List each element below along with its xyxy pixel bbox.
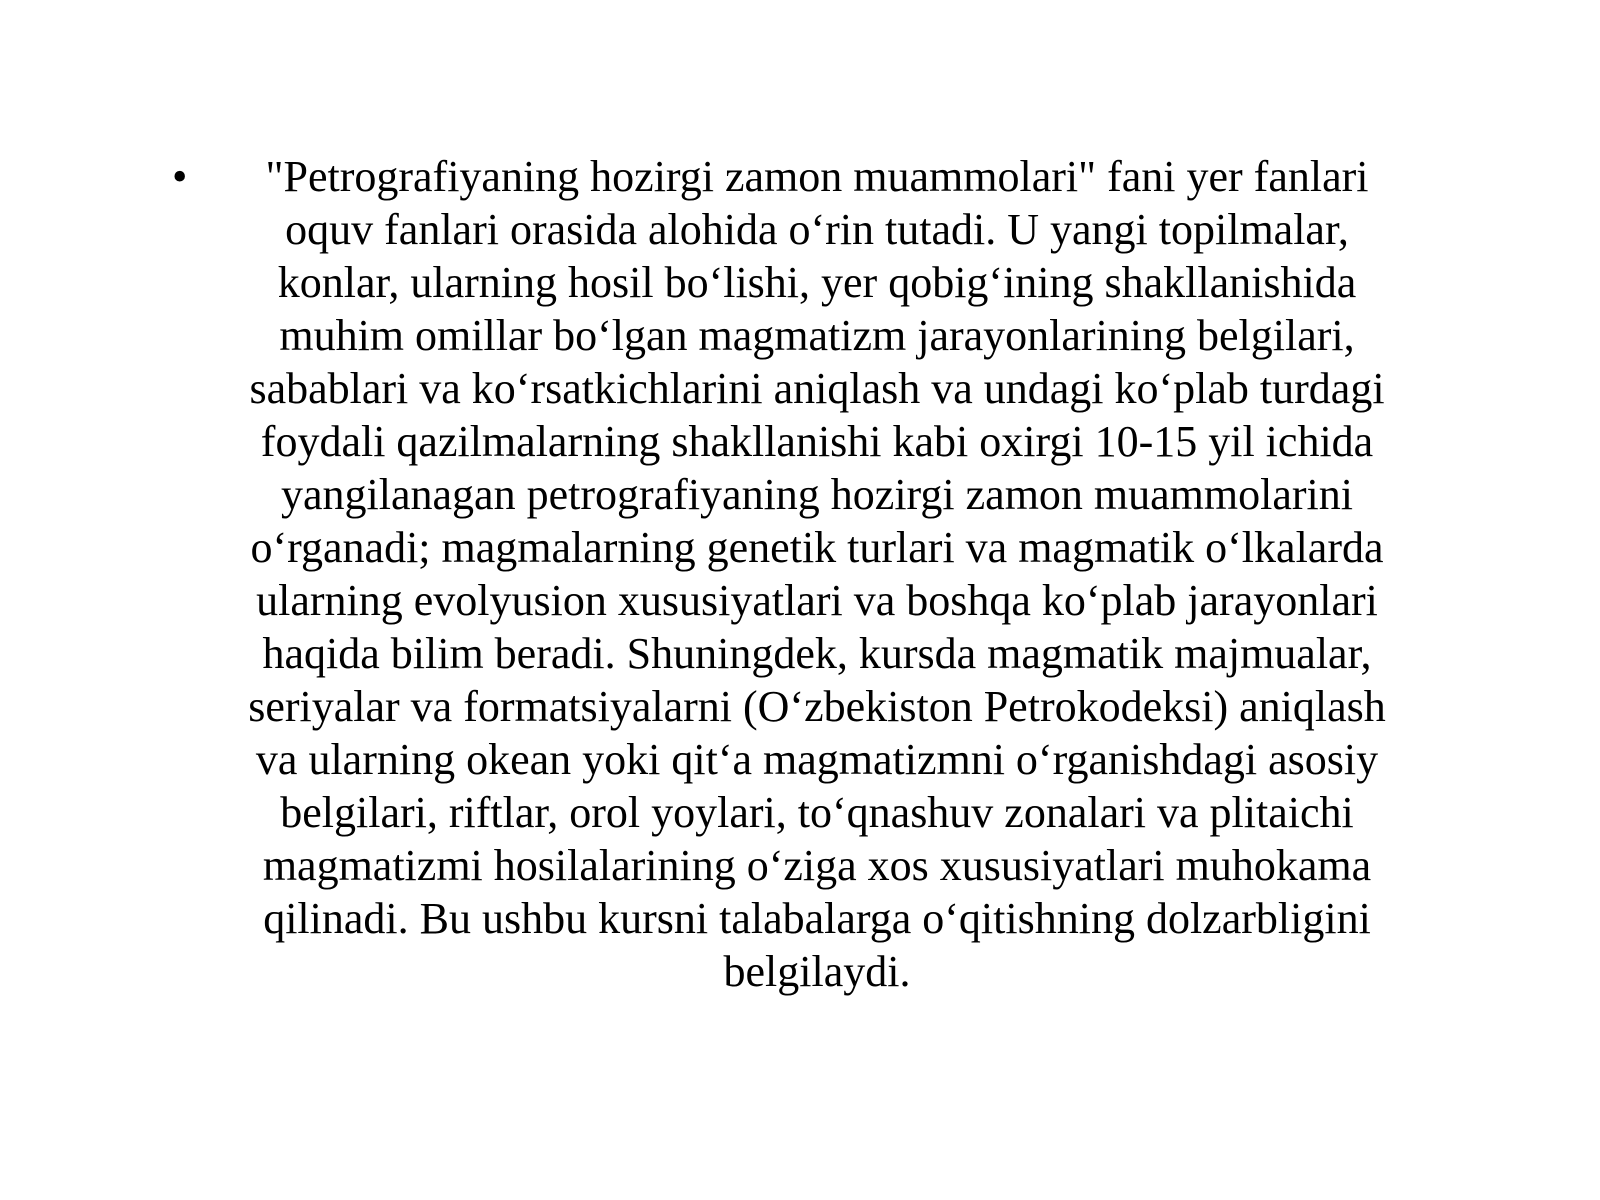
bullet-icon: • (172, 152, 188, 201)
paragraph-line: qilinadi. Bu ushbu kursni talabalarga o‘qitishning dolzarbligini (263, 894, 1371, 943)
paragraph-line: oquv fanlari orasida alohida o‘rin tutadi. U yangi topilmalar, (285, 205, 1349, 254)
paragraph-line: foydali qazilmalarning shakllanishi kabi oxirgi 10-15 yil ichida (260, 417, 1374, 466)
paragraph-line: muhim omillar bo‘lgan magmatizm jarayonlarining belgilari, (279, 311, 1355, 360)
paragraph-line: haqida bilim beradi. Shuningdek, kursda magmatik majmualar, (262, 629, 1372, 678)
paragraph-line: belgilari, riftlar, orol yoylari, to‘qnashuv zonalari va plitaichi (280, 788, 1354, 837)
bullet-item (172, 150, 1462, 998)
paragraph-line: seriyalar va formatsiyalarni (O‘zbekiston Petrokodeksi) aniqlash (248, 682, 1386, 731)
bullet-paragraph (182, 150, 1452, 998)
paragraph-line: o‘rganadi; magmalarning genetik turlari va magmatik o‘lkalarda (250, 523, 1384, 572)
paragraph-line: belgilaydi. (723, 947, 911, 996)
paragraph-line: va ularning okean yoki qit‘a magmatizmni o‘rganishdagi asosiy (255, 735, 1379, 784)
paragraph-line: ularning evolyusion xususiyatlari va boshqa ko‘plab jarayonlari (256, 576, 1378, 625)
paragraph-line: yangilanagan petrografiyaning hozirgi zamon muammolarini (281, 470, 1353, 519)
paragraph-line: "Petrografiyaning hozirgi zamon muammolari" fani yer fanlari (265, 152, 1369, 201)
paragraph-line: magmatizmi hosilalarining o‘ziga xos xususiyatlari muhokama (262, 841, 1372, 890)
paragraph-line: sabablari va ko‘rsatkichlarini aniqlash va undagi ko‘plab turdagi (249, 364, 1385, 413)
paragraph-line: konlar, ularning hosil bo‘lishi, yer qobig‘ining shakllanishida (277, 258, 1357, 307)
